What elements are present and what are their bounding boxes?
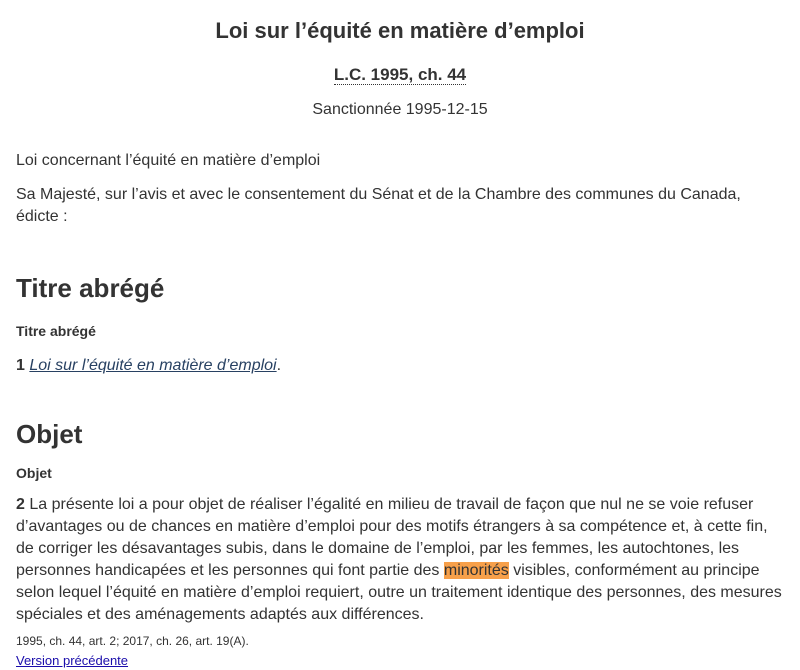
assent-date: Sanctionnée 1995-12-15 <box>312 101 488 118</box>
section-number: 1 <box>16 357 25 374</box>
previous-version-link[interactable]: Version précédente <box>16 653 129 668</box>
section-2-text-before: La présente loi a pour objet de réaliser l’égalité en milieu de travail de façon que nul ne se voie refuser d’avantages ou de chances en matière d’emploi pour des motifs étrangers à sa compétence et, à cette fin, de corriger les désavantages subis, dans le domaine de l’emploi, par les femmes, les autochtones, les personnes handicapées et les personnes qui font partie des <box>16 496 768 579</box>
section-1-trailing: . <box>276 357 282 374</box>
marginal-note-short-title: Titre abrégé <box>16 323 96 339</box>
search-highlight: minorités <box>443 562 509 579</box>
section-2-text-after: visibles, conformément au principe selon lequel l’équité en matière d’emploi requiert, outre un traitement identique des personnes, des mesures spéciales et des aménagements adaptés aux différences. <box>16 562 782 623</box>
history-note: 1995, ch. 44, art. 2; 2017, ch. 26, art. 19(A). <box>16 634 249 648</box>
long-title: Loi concernant l’équité en matière d’emploi <box>16 152 321 169</box>
heading-purpose: Objet <box>16 419 83 449</box>
section-number: 2 <box>16 496 25 513</box>
heading-short-title: Titre abrégé <box>16 273 165 303</box>
act-citation <box>16 63 784 87</box>
act-title-link[interactable]: Loi sur l’équité en matière d’emploi <box>29 357 277 374</box>
page-title: Loi sur l’équité en matière d’emploi <box>215 18 585 43</box>
marginal-note-purpose: Objet <box>16 465 52 481</box>
section-1 <box>16 355 784 377</box>
section-2 <box>16 494 784 626</box>
enacting-clause: Sa Majesté, sur l’avis et avec le consentement du Sénat et de la Chambre des communes du Canada, édicte : <box>16 186 741 225</box>
citation-abbr[interactable]: L.C. 1995, ch. 44 <box>333 65 467 84</box>
